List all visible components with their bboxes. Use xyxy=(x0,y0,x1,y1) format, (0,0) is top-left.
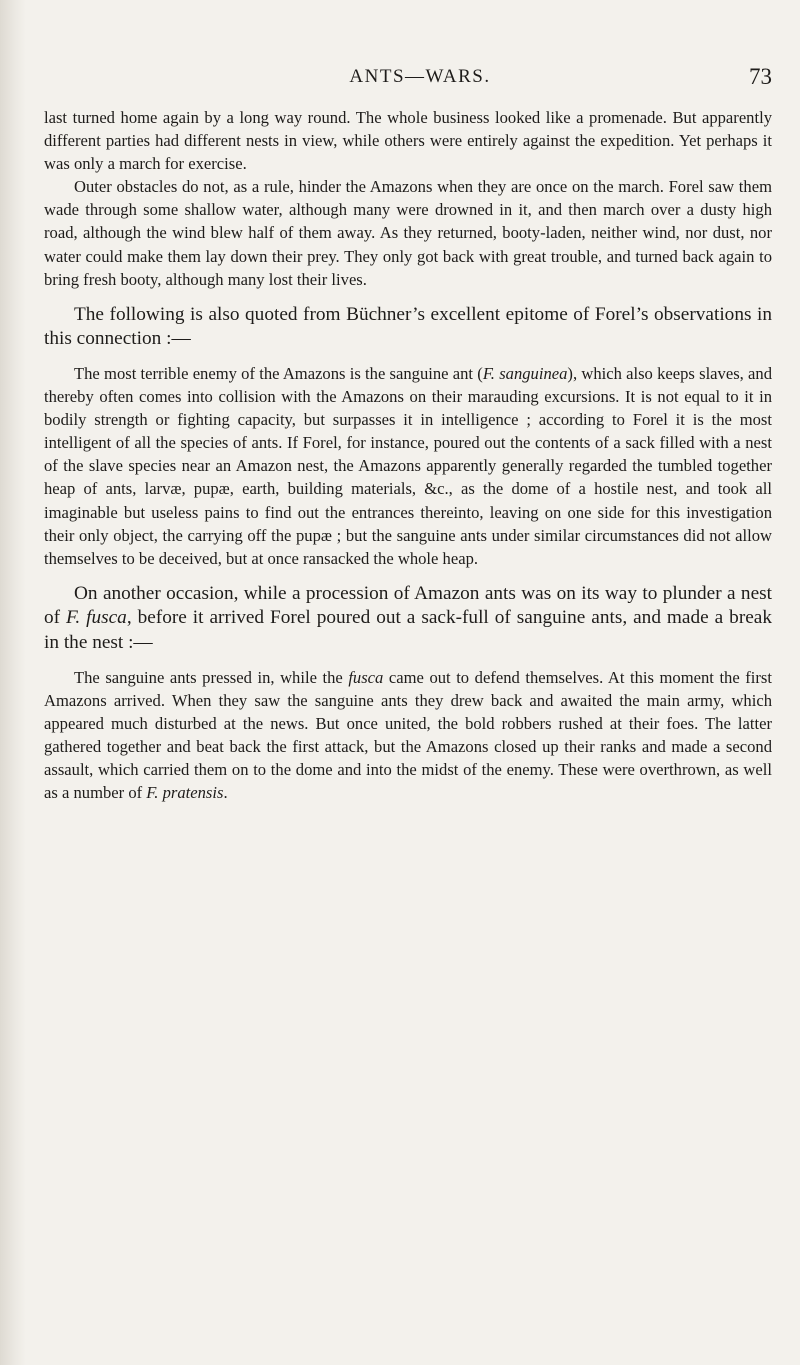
page-number: 73 xyxy=(749,64,772,89)
paragraph-another-occasion xyxy=(44,582,772,656)
paragraph-buchner-intro: The following is also quoted from Büchner’s excellent epitome of Forel’s observations in this connection :— xyxy=(44,303,772,350)
quote-text: The most terrible enemy of the Amazons is the sanguine ant ( xyxy=(74,363,483,383)
species-name: F. pratensis xyxy=(146,783,224,803)
paragraph-outer-obstacles: Outer obstacles do not, as a rule, hinder the Amazons when they are once on the march. Forel saw them wade through some shallow water, although many were drowned in it, and then march over a dusty high road, although the wind blew half of them away. As they returned, booty-laden, neither wind, nor dust, nor water could make them lay down their prey. They only got back with great trouble, and turned back again to bring fresh booty, although many lost their lives. xyxy=(44,177,772,289)
species-name: fusca xyxy=(348,667,384,687)
paragraph-continued: last turned home again by a long way round. The whole business looked like a promenade. But apparently different parties had different nests in view, while others were entirely against the expedition. Yet perhaps it was only a march for exercise. xyxy=(44,108,772,174)
quote-text: ), which also keeps slaves, and thereby often comes into collision with the Amazons on their marauding excursions. It is not equal to it in bodily strength or fighting capacity, but surpasses it in intelligence ; according to Forel it is the most intelligent of all the species of ants. If Forel, for instance, poured out the contents of a sack filled with a nest of the slave species near an Amazon nest, the Amazons apparently generally regarded the tumbled together heap of ants, larvæ, pupæ, earth, building materials, &c., as the dome of a hostile nest, and took all imaginable but useless pains to find out the entrances thereinto, leaving on one side for this investigation their only object, the carrying off the pupæ ; but the sanguine ants under similar circumstances did not allow themselves to be deceived, but at once ransacked the whole heap. xyxy=(44,363,773,568)
quote-text: came out to defend themselves. At this moment the first Amazons arrived. When they saw the sanguine ants they drew back and awaited the main army, which appeared much disturbed at the news. But once united, the bold robbers rushed at their foes. The latter gathered together and beat back the first attack, but the Amazons closed up their ranks and made a second assault, which carried them on to the dome and into the midst of the enemy. These were overthrown, as well as a number of xyxy=(44,667,772,803)
quote-text: . xyxy=(223,783,228,803)
running-head: ANTS—WARS. xyxy=(349,66,491,87)
quote-sanguine-ant xyxy=(44,362,772,570)
species-name: F. sanguinea xyxy=(482,363,568,383)
quote-text: The sanguine ants pressed in, while the xyxy=(74,667,349,687)
page-header xyxy=(60,66,780,96)
quote-battle xyxy=(44,666,772,805)
species-name: F. fusca xyxy=(66,607,127,629)
page-gutter-shadow xyxy=(0,0,26,1365)
body-text xyxy=(44,106,772,804)
paragraph-text: On another occasion, while a procession of Amazon ants was on its way to plunder a nest of xyxy=(44,582,772,629)
paragraph-text: , before it arrived Forel poured out a sack-full of sanguine ants, and made a break in the nest :— xyxy=(44,607,772,653)
